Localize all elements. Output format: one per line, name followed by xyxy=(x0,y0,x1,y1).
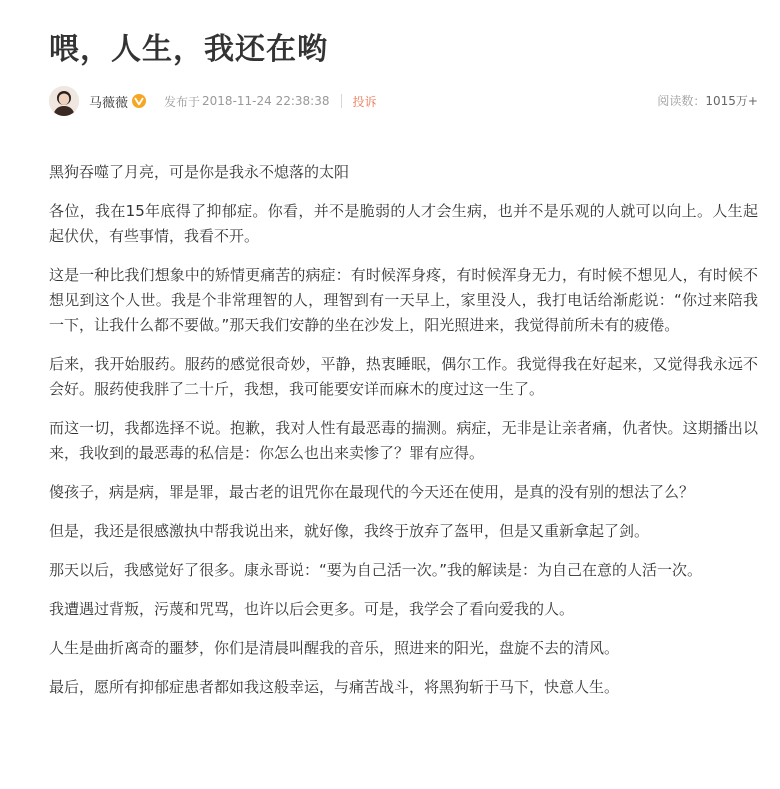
article-paragraph: 最后，愿所有抑郁症患者都如我这般幸运，与痛苦战斗，将黑狗斩于马下，快意人生。 xyxy=(49,678,620,696)
article-paragraph: 我遭遇过背叛，污蔑和咒骂，也许以后会更多。可是，我学会了看向爱我的人。 xyxy=(49,600,575,618)
article-paragraph: 那天以后，我感觉好了很多。康永哥说：“要为自己活一次。”我的解读是：为自己在意的人活一次。 xyxy=(49,561,703,579)
article-paragraph: 这是一种比我们想象中的矫情更痛苦的病症：有时候浑身疼，有时候浑身无力，有时候不想见人，有时候不想见到这个人世。我是个非常理智的人，理智到有一天早上，家里没人，我打电话给渐彪说：“你过来陪我一下，让我什么都不要做。”那天我们安静的坐在沙发上，阳光照进来，我觉得前所未有的疲倦。 xyxy=(49,266,758,334)
article-paragraph: 黑狗吞噬了月亮，可是你是我永不熄落的太阳 xyxy=(49,163,350,181)
author-avatar[interactable] xyxy=(49,86,79,116)
article-title: 喂，人生，我还在哟 xyxy=(49,32,328,67)
article-paragraph: 而这一切，我都选择不说。抱歉，我对人性有最恶毒的揣测。病症，无非是让亲者痛，仇者快。这期播出以来，我收到的最恶毒的私信是：你怎么也出来卖惨了？罪有应得。 xyxy=(49,419,758,462)
article-paragraph: 后来，我开始服药。服药的感觉很奇妙，平静，热衷睡眠，偶尔工作。我觉得我在好起来，又觉得我永远不会好。服药使我胖了二十斤，我想，我可能要安详而麻木的度过这一生了。 xyxy=(49,355,758,398)
article-paragraph: 人生是曲折离奇的噩梦，你们是清晨叫醒我的音乐，照进来的阳光，盘旋不去的清风。 xyxy=(49,639,620,657)
view-count xyxy=(657,84,758,118)
vip-badge-icon xyxy=(132,94,146,108)
meta-divider xyxy=(341,94,342,108)
avatar-image xyxy=(49,86,79,116)
view-count-value: 1015万+ xyxy=(705,94,758,108)
article-meta xyxy=(49,84,758,118)
article-paragraph: 傻孩子，病是病，罪是罪，最古老的诅咒你在最现代的今天还在使用，是真的没有别的想法了么？ xyxy=(49,483,695,501)
publish-time: 2018-11-24 22:38:38 xyxy=(202,94,330,108)
publish-label: 发布于 xyxy=(164,94,201,109)
report-link[interactable]: 投诉 xyxy=(352,94,377,109)
article-paragraph: 但是，我还是很感激执中帮我说出来，就好像，我终于放弃了盔甲，但是又重新拿起了剑。 xyxy=(49,522,650,540)
article-body xyxy=(49,160,758,700)
article-paragraph: 各位，我在15年底得了抑郁症。你看，并不是脆弱的人才会生病，也并不是乐观的人就可以向上。人生起起伏伏，有些事情，我看不开。 xyxy=(49,202,758,245)
view-count-label: 阅读数： xyxy=(657,94,706,108)
author-name[interactable]: 马薇薇 xyxy=(89,95,129,111)
